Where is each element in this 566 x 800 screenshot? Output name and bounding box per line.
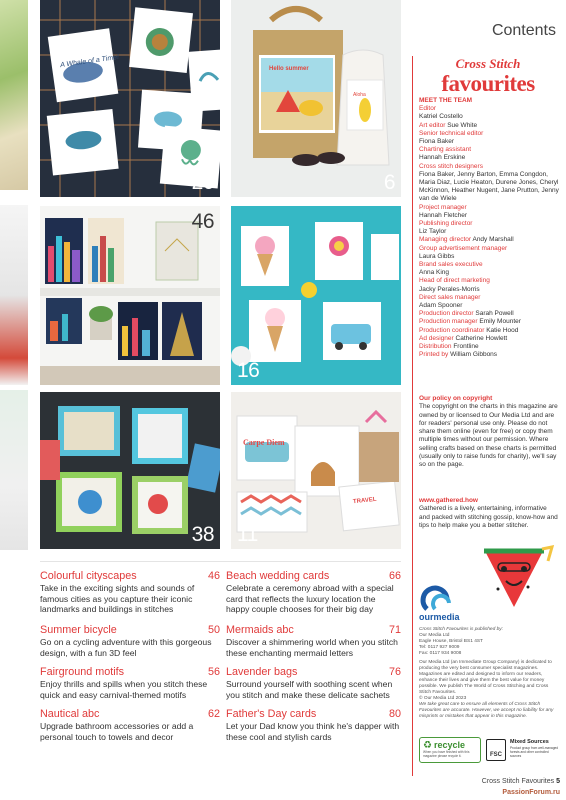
ourmedia-logo-text: ourmedia [419,612,460,622]
team-role: Head of direct marketing [419,277,490,285]
watermark: PassionForum.ru [502,789,560,796]
team-role: Printed by [419,351,449,359]
team-member: Andy Marshall [472,236,514,244]
team-member: Fiona Baker, Jenny Barton, Emma Congdon, Maria Diaz, Lucie Heaton, Durene Jones, Cheryl McKinnon, Heather Nugent, Jane Prutton, Jenny van de Wiele [419,170,559,203]
team-role: Production manager [419,318,478,326]
publisher-info [419,627,559,720]
address-line: Fax: 0117 934 9008 [419,651,462,656]
policy-heading: Our policy on copyright [419,395,493,402]
article-title[interactable]: Nautical abc [40,708,100,720]
copyright-policy [419,395,559,470]
publisher-copyright: © Our Media Ltd 2023 [419,696,467,701]
team-member: Katie Hood [486,326,519,334]
publisher-disclaimer: We take great care to ensure all elements of Cross Stitch Favourites are accurate. However, we accept no liability for any misprints or mistakes that appear in this magazine. [419,702,554,719]
articles-divider [40,561,401,562]
team-role: Distribution [419,343,452,351]
article-desc: Let your Dad know you think he's dapper with these cool and stylish cards [226,721,400,742]
article-desc: Upgrade bathroom accessories or add a personal touch to towels and decor [40,721,194,742]
photo-page-number: 20 [191,171,214,194]
team-role: Project manager [419,203,467,211]
article-desc: Celebrate a ceremony abroad with a special card that reflects the luxury location the happy couple chooses for their big day [226,583,394,615]
fsc-sub: Product group from well-managed forests and other controlled sources [510,746,559,758]
card-caption-travel: TRAVEL [352,496,377,506]
team-member: Hannah Fletcher [419,211,468,219]
article-title[interactable]: Fairground motifs [40,666,125,678]
address-line: Eagle House, Bristol BS1 4ST [419,639,483,644]
recycle-label: recycle [434,740,466,750]
article-page: 66 [388,570,401,582]
team-member: Fiona Baker [419,138,455,146]
recycle-icon: ♻ [423,740,432,751]
article-fathers-day-cards[interactable] [226,708,401,742]
photo-page-number: 11 [237,523,258,546]
footer-magazine: Cross Stitch Favourites [481,778,555,785]
footer-page-number: 5 [556,778,560,785]
address-line: Tel: 0117 927 9009 [419,645,460,650]
address-line: Our Media Ltd [419,633,450,638]
team-member: Sue White [447,121,478,129]
team-role: Editor [419,105,436,113]
team-role: Charting assistant [419,146,472,154]
team-member: Laura Gibbs [419,252,455,260]
article-page: 50 [207,624,220,636]
team-credit-line [419,351,561,359]
article-title[interactable]: Father's Day cards [226,708,317,720]
article-lavender-bags[interactable] [226,666,401,700]
article-desc: Discover a shimmering world when you stitch these enchanting mermaid letters [226,637,398,658]
sea-creature-cards-illustration [40,0,220,197]
team-role: Publishing director [419,220,473,228]
team-member: Sarah Powell [475,310,514,318]
fsc-title: Mixed Sources [510,739,549,745]
left-edge-photo-interior [0,205,28,385]
team-role: Brand sales executive [419,261,483,269]
photo-summer-bags [231,0,401,197]
left-edge-photo-cards [0,390,28,550]
team-credit-line [419,343,561,351]
photo-page-number: 38 [191,523,214,546]
team-role: Direct sales manager [419,293,481,301]
team-member: Katriel Costello [419,113,463,121]
magazine-logo [418,56,558,95]
left-edge-photo-food [0,0,28,190]
photo-travel-cards [231,392,401,549]
recycle-sub: When you have finished with this magazine please recycle it. [423,750,470,758]
card-caption-whale: A Whale of a Time! [59,53,120,70]
team-credit-line [419,310,561,318]
article-fairground-motifs[interactable] [40,666,220,700]
photo-page-number: 6 [383,171,395,194]
team-role: Managing director [419,236,472,244]
article-title[interactable]: Summer bicycle [40,624,117,636]
bag-caption: Hello summer [269,66,309,72]
photo-sea-creature-cards [40,0,220,197]
article-page: 71 [388,624,401,636]
article-title[interactable]: Colourful cityscapes [40,570,137,582]
article-colourful-cityscapes[interactable] [40,570,220,615]
team-member: Emily Mounter [479,318,521,326]
article-mermaids-abc[interactable] [226,624,401,658]
page-title: Contents [491,22,556,39]
article-page: 76 [388,666,401,678]
article-page: 56 [207,666,220,678]
logo-line-1: Cross Stitch [455,56,521,71]
fsc-label: FSC [490,752,502,758]
team-role: Senior technical editor [419,129,484,137]
article-desc: Go on a cycling adventure with this gorgeous design, with a fun 3D feel [40,637,212,658]
team-credits [419,97,561,360]
team-credit-line [419,318,561,326]
gathered-url[interactable]: www.gathered.how [419,497,478,504]
team-role: Art editor [419,121,446,129]
team-member: Anna King [419,269,449,277]
team-credit-line [419,236,561,244]
fsc-tree-icon [486,739,506,761]
small-bag-caption: Aloha [353,92,366,98]
article-page: 62 [207,708,220,720]
team-credit-line [419,122,561,130]
article-title[interactable]: Mermaids abc [226,624,294,636]
team-member: Adam Spooner [419,302,463,310]
team-member: Jacky Perales-Morris [419,285,480,293]
recycle-logo [419,737,481,763]
team-role: Ad designer [419,334,454,342]
team-credit-line [419,335,561,343]
photo-fairground-motifs [231,206,401,385]
publisher-notice: Our Media Ltd (an Immediate Group Company) is dedicated to producing the very best consumer specialist magazines. Magazines are edited and designed to inform our readers, enhance their lives and give them the best value for money possible. We publish The World of Cross Stitching and Cross Stitch Favourites. [419,660,552,695]
team-member: Frontline [453,343,479,351]
article-nautical-abc[interactable] [40,708,220,742]
photo-page-number: 46 [191,210,214,233]
page-footer [440,778,560,785]
article-desc: Surround yourself with soothing scent when you stitch and make these delicate sachets [226,679,393,700]
article-title[interactable]: Lavender bags [226,666,298,678]
article-page: 80 [388,708,401,720]
article-beach-wedding-cards[interactable] [226,570,401,615]
team-member: Liz Taylor [419,228,447,236]
team-role: Production coordinator [419,326,485,334]
article-desc: Take in the exciting sights and sounds of famous cities as you capture their iconic landmarks and buildings in stitches [40,583,195,615]
article-title[interactable]: Beach wedding cards [226,570,330,582]
team-heading: MEET THE TEAM [419,97,473,104]
team-member: William Gibbons [450,351,498,359]
fsc-logo [486,737,558,763]
policy-body: The copyright on the charts in this magazine are owned by or licensed to Our Media Ltd and are for readers' personal use only. Please do not share them online (even for free) or copy them multiple times without our permission. Where selling crafts based on these charts is permitted (usually only to raise funds for charity), we'll say so on the page. [419,403,558,469]
summer-bag-illustration [231,0,401,197]
photo-nautical-cards [40,392,220,549]
team-member: Hannah Erskine [419,154,466,162]
gathered-body: Gathered is a lively, entertaining, informative and packed with stitching gossip, know-how and tips to help make you a better stitcher. [419,505,558,529]
card-caption-carpe-diem: Carpe Diem [243,438,285,447]
article-page: 46 [207,570,220,582]
logo-line-2: favourites [441,71,535,96]
team-role: Group advertisement manager [419,244,508,252]
photo-page-number: 16 [237,359,260,382]
team-credit-line [419,327,561,335]
photo-cityscapes [40,206,220,385]
team-role: Cross stitch designers [419,162,483,170]
gathered-promo [419,497,559,530]
article-desc: Enjoy thrills and spills when you stitch these quick and easy carnival-themed motifs [40,679,208,700]
published-by: Cross Stitch Favourites is published by: [419,627,503,632]
team-member: Catherine Howlett [455,334,508,342]
article-summer-bicycle[interactable] [40,624,220,658]
watermelon-mascot-illustration [470,545,558,615]
sidebar-divider [412,56,413,776]
team-role: Production director [419,310,474,318]
